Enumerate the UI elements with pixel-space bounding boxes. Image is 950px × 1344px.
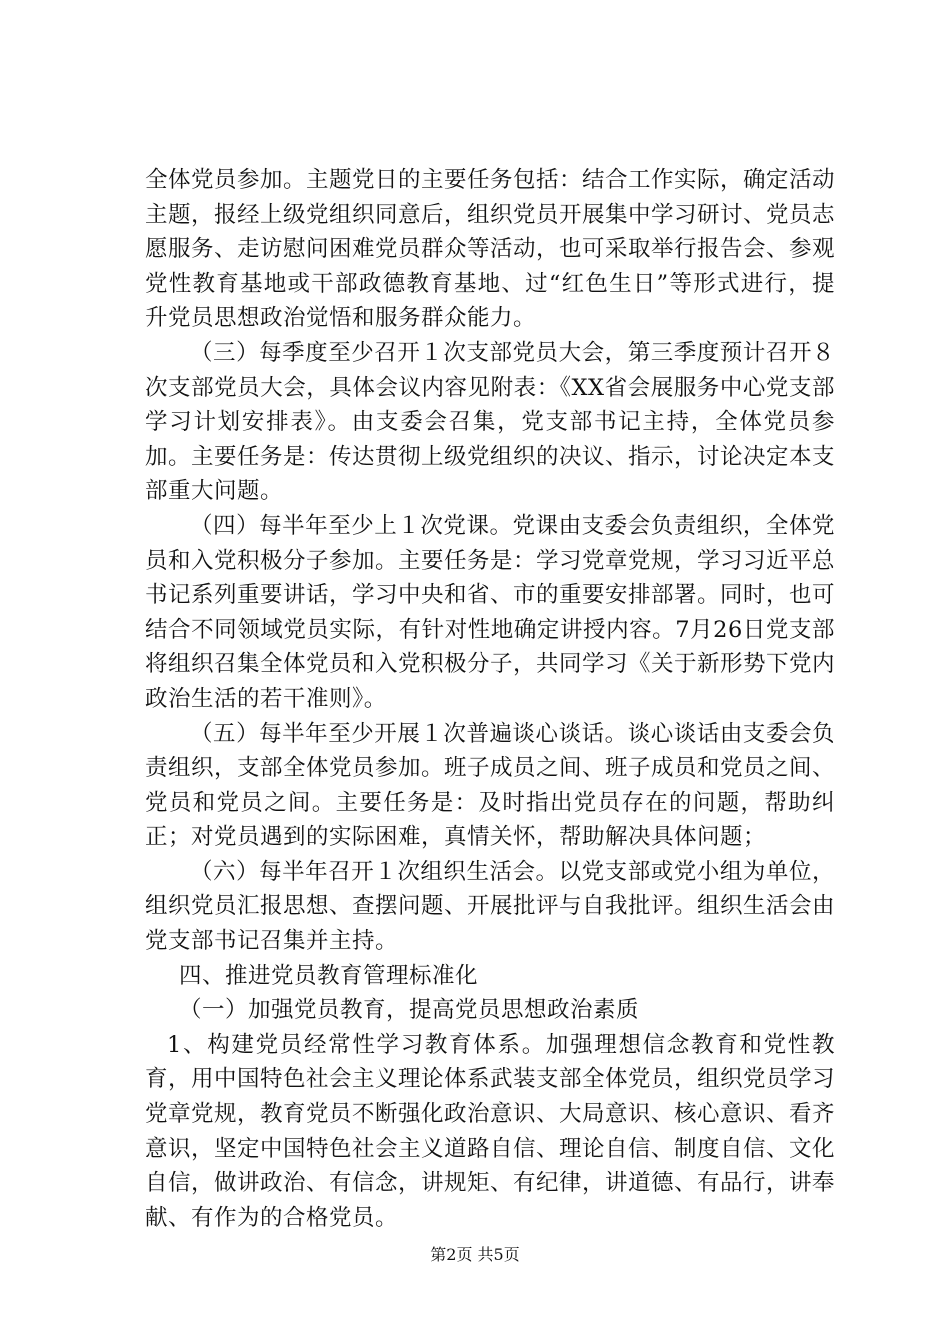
paragraph-item-1: 1、构建党员经常性学习教育体系。加强理想信念教育和党性教育，用中国特色社会主义理论体系武装支部全体党员，组织党员学习党章党规，教育党员不断强化政治意识、大局意识、核心意识、看齐意识，坚定中国特色社会主义道路自信、理论自信、制度自信、文化自信，做讲政治、有信念，讲规矩、有纪律，讲道德、有品行，讲奉献、有作为的合格党员。: [145, 1031, 836, 1231]
heading-section-four: 四、推进党员教育管理标准化: [179, 962, 479, 989]
paragraph-section-3: （三）每季度至少召开１次支部党员大会，第三季度预计召开８次支部党员大会，具体会议内容见附表：《XX省会展服务中心党支部学习计划安排表》。由支委会召集，党支部书记主持，全体党员参加。主要任务是：传达贯彻上级党组织的决议、指示，讨论决定本支部重大问题。: [145, 339, 836, 505]
document-body: [145, 163, 835, 1235]
paragraph-section-4: （四）每半年至少上１次党课。党课由支委会负责组织，全体党员和入党积极分子参加。主要任务是：学习党章党规，学习习近平总书记系列重要讲话，学习中央和省、市的重要安排部署。同时，也可结合不同领域党员实际，有针对性地确定讲授内容。7月26日党支部将组织召集全体党员和入党积极分子，共同学习《关于新形势下党内政治生活的若干准则》。: [145, 512, 836, 712]
paragraph-section-6: （六）每半年召开１次组织生活会。以党支部或党小组为单位，组织党员汇报思想、查摆问题、开展批评与自我批评。组织生活会由党支部书记召集并主持。: [145, 858, 836, 955]
subheading-strengthen-education: （一）加强党员教育，提高党员思想政治素质: [179, 997, 640, 1024]
paragraph-section-5: （五）每半年至少开展１次普遍谈心谈话。谈心谈话由支委会负责组织，支部全体党员参加。班子成员之间、班子成员和党员之间、党员和党员之间。主要任务是：及时指出党员存在的问题，帮助纠正；对党员遇到的实际困难，真情关怀，帮助解决具体问题；: [145, 720, 836, 851]
paragraph-theme-party-day: 全体党员参加。主题党日的主要任务包括：结合工作实际，确定活动主题，报经上级党组织同意后，组织党员开展集中学习研讨、党员志愿服务、走访慰问困难党员群众等活动，也可采取举行报告会、参观党性教育基地或干部政德教育基地、过“红色生日”等形式进行，提升党员思想政治觉悟和服务群众能力。: [145, 167, 836, 332]
page-number-footer: 第2页 共5页: [430, 1245, 520, 1264]
